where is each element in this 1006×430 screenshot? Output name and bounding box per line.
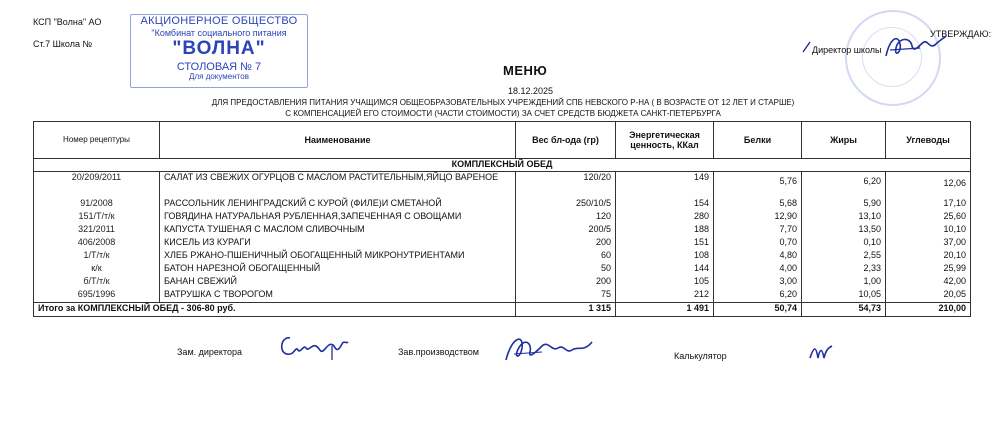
dish-protein: 7,70 <box>714 224 802 237</box>
recipe-no: 406/2008 <box>34 237 160 250</box>
recipe-no: к/к <box>34 263 160 276</box>
director-label: Директор школы <box>812 45 882 55</box>
col-weight: Вес бл-ода (гр) <box>516 122 616 159</box>
deputy-director-label: Зам. директора <box>177 347 242 357</box>
table-row <box>34 263 971 276</box>
dish-name: РАССОЛЬНИК ЛЕНИНГРАДСКИЙ С КУРОЙ (ФИЛЕ)И СМЕТАНОЙ <box>160 198 516 211</box>
table-row <box>34 172 971 198</box>
table-header-row <box>34 122 971 159</box>
col-energy: Энергетическая ценность, ККал <box>616 122 714 159</box>
total-carbs: 210,00 <box>886 302 971 316</box>
dish-protein: 5,76 <box>714 172 802 198</box>
dish-fat: 2,55 <box>802 250 886 263</box>
dish-carbs: 17,10 <box>886 198 971 211</box>
total-row <box>34 302 971 316</box>
dish-protein: 0,70 <box>714 237 802 250</box>
dish-carbs: 12,06 <box>886 172 971 198</box>
dish-energy: 154 <box>616 198 714 211</box>
recipe-no: 151/Т/т/к <box>34 211 160 224</box>
dish-fat: 13,50 <box>802 224 886 237</box>
dish-fat: 2,33 <box>802 263 886 276</box>
dish-weight: 120/20 <box>516 172 616 198</box>
school-number: Ст.7 Школа № <box>33 39 93 49</box>
total-energy: 1 491 <box>616 302 714 316</box>
menu-subtitle-1: ДЛЯ ПРЕДОСТАВЛЕНИЯ ПИТАНИЯ УЧАЩИМСЯ ОБЩЕОБРАЗОВАТЕЛЬНЫХ УЧРЕЖДЕНИЙ СПБ НЕВСКОГО Р-НА ( В ВОЗРАСТЕ ОТ 12 ЛЕТ И СТАРШЕ) <box>211 98 795 107</box>
approve-label: УТВЕРЖДАЮ: <box>930 29 992 39</box>
calculator-label: Калькулятор <box>674 351 727 361</box>
stamp-line-4: СТОЛОВАЯ № 7 <box>176 61 262 73</box>
recipe-no: 91/2008 <box>34 198 160 211</box>
dish-protein: 12,90 <box>714 211 802 224</box>
dish-name: КАПУСТА ТУШЕНАЯ С МАСЛОМ СЛИВОЧНЫМ <box>160 224 516 237</box>
dish-weight: 200 <box>516 237 616 250</box>
table-row <box>34 237 971 250</box>
recipe-no: 695/1996 <box>34 289 160 303</box>
table-row <box>34 250 971 263</box>
production-head-signature <box>502 332 602 366</box>
table-row <box>34 224 971 237</box>
dish-fat: 13,10 <box>802 211 886 224</box>
stamp-line-5: Для документов <box>189 72 249 81</box>
dish-carbs: 20,05 <box>886 289 971 303</box>
dish-name: ВАТРУШКА С ТВОРОГОМ <box>160 289 516 303</box>
dish-energy: 144 <box>616 263 714 276</box>
stamp-line-2: "Комбинат социального питания <box>151 28 287 38</box>
table-row <box>34 289 971 303</box>
total-protein: 50,74 <box>714 302 802 316</box>
stamp-line-3: "ВОЛНА" <box>172 38 266 59</box>
table-row <box>34 211 971 224</box>
menu-subtitle-2: С КОМПЕНСАЦИЕЙ ЕГО СТОИМОСТИ (ЧАСТИ СТОИМОСТИ) ЗА СЧЕТ СРЕДСТВ БЮДЖЕТА САНКТ-ПЕТЕРБУРГА <box>285 109 721 118</box>
dish-name: БАТОН НАРЕЗНОЙ ОБОГАЩЕННЫЙ <box>160 263 516 276</box>
section-title: КОМПЛЕКСНЫЙ ОБЕД <box>34 159 971 172</box>
dish-name: БАНАН СВЕЖИЙ <box>160 276 516 289</box>
menu-date: 18.12.2025 <box>508 86 554 96</box>
dish-carbs: 25,99 <box>886 263 971 276</box>
dish-name: САЛАТ ИЗ СВЕЖИХ ОГУРЦОВ С МАСЛОМ РАСТИТЕЛЬНЫМ,ЯЙЦО ВАРЕНОЕ <box>160 172 516 198</box>
dish-protein: 4,00 <box>714 263 802 276</box>
table-row <box>34 198 971 211</box>
dish-weight: 200 <box>516 276 616 289</box>
dish-carbs: 25,60 <box>886 211 971 224</box>
col-name: Наименование <box>160 122 516 159</box>
dish-fat: 1,00 <box>802 276 886 289</box>
dish-weight: 75 <box>516 289 616 303</box>
col-recipe-no: Номер рецептуры <box>34 122 160 159</box>
director-mark <box>800 40 814 54</box>
dish-fat: 5,90 <box>802 198 886 211</box>
dish-carbs: 37,00 <box>886 237 971 250</box>
dish-energy: 108 <box>616 250 714 263</box>
organization-stamp <box>130 12 308 81</box>
dish-carbs: 10,10 <box>886 224 971 237</box>
dish-fat: 10,05 <box>802 289 886 303</box>
dish-protein: 4,80 <box>714 250 802 263</box>
dish-protein: 5,68 <box>714 198 802 211</box>
dish-energy: 188 <box>616 224 714 237</box>
dish-fat: 6,20 <box>802 172 886 198</box>
dish-weight: 60 <box>516 250 616 263</box>
menu-title: МЕНЮ <box>503 63 548 78</box>
col-carbs: Углеводы <box>886 122 971 159</box>
dish-name: КИСЕЛЬ ИЗ КУРАГИ <box>160 237 516 250</box>
dish-name: ГОВЯДИНА НАТУРАЛЬНАЯ РУБЛЕННАЯ,ЗАПЕЧЕННАЯ С ОВОЩАМИ <box>160 211 516 224</box>
total-fat: 54,73 <box>802 302 886 316</box>
production-head-label: Зав.производством <box>398 347 479 357</box>
director-signature <box>880 30 950 64</box>
menu-table <box>33 121 971 317</box>
deputy-director-signature <box>276 330 350 362</box>
dish-weight: 50 <box>516 263 616 276</box>
dish-carbs: 20,10 <box>886 250 971 263</box>
dish-fat: 0,10 <box>802 237 886 250</box>
total-label: Итого за КОМПЛЕКСНЫЙ ОБЕД - 306-80 руб. <box>34 302 516 316</box>
dish-carbs: 42,00 <box>886 276 971 289</box>
stamp-line-1: АКЦИОНЕРНОЕ ОБЩЕСТВО <box>140 15 298 27</box>
col-protein: Белки <box>714 122 802 159</box>
total-weight: 1 315 <box>516 302 616 316</box>
recipe-no: 321/2011 <box>34 224 160 237</box>
recipe-no: б/Т/т/к <box>34 276 160 289</box>
dish-protein: 3,00 <box>714 276 802 289</box>
dish-weight: 250/10/5 <box>516 198 616 211</box>
dish-weight: 120 <box>516 211 616 224</box>
dish-name: ХЛЕБ РЖАНО-ПШЕНИЧНЫЙ ОБОГАЩЕННЫЙ МИКРОНУТРИЕНТАМИ <box>160 250 516 263</box>
table-row <box>34 276 971 289</box>
dish-weight: 200/5 <box>516 224 616 237</box>
section-row <box>34 159 971 172</box>
dish-energy: 151 <box>616 237 714 250</box>
dish-energy: 149 <box>616 172 714 198</box>
recipe-no: 20/209/2011 <box>34 172 160 198</box>
organization-name: КСП "Волна" АО <box>33 17 102 27</box>
col-fat: Жиры <box>802 122 886 159</box>
dish-protein: 6,20 <box>714 289 802 303</box>
recipe-no: 1/Т/т/к <box>34 250 160 263</box>
dish-energy: 212 <box>616 289 714 303</box>
calculator-signature <box>808 342 834 362</box>
dish-energy: 105 <box>616 276 714 289</box>
dish-energy: 280 <box>616 211 714 224</box>
